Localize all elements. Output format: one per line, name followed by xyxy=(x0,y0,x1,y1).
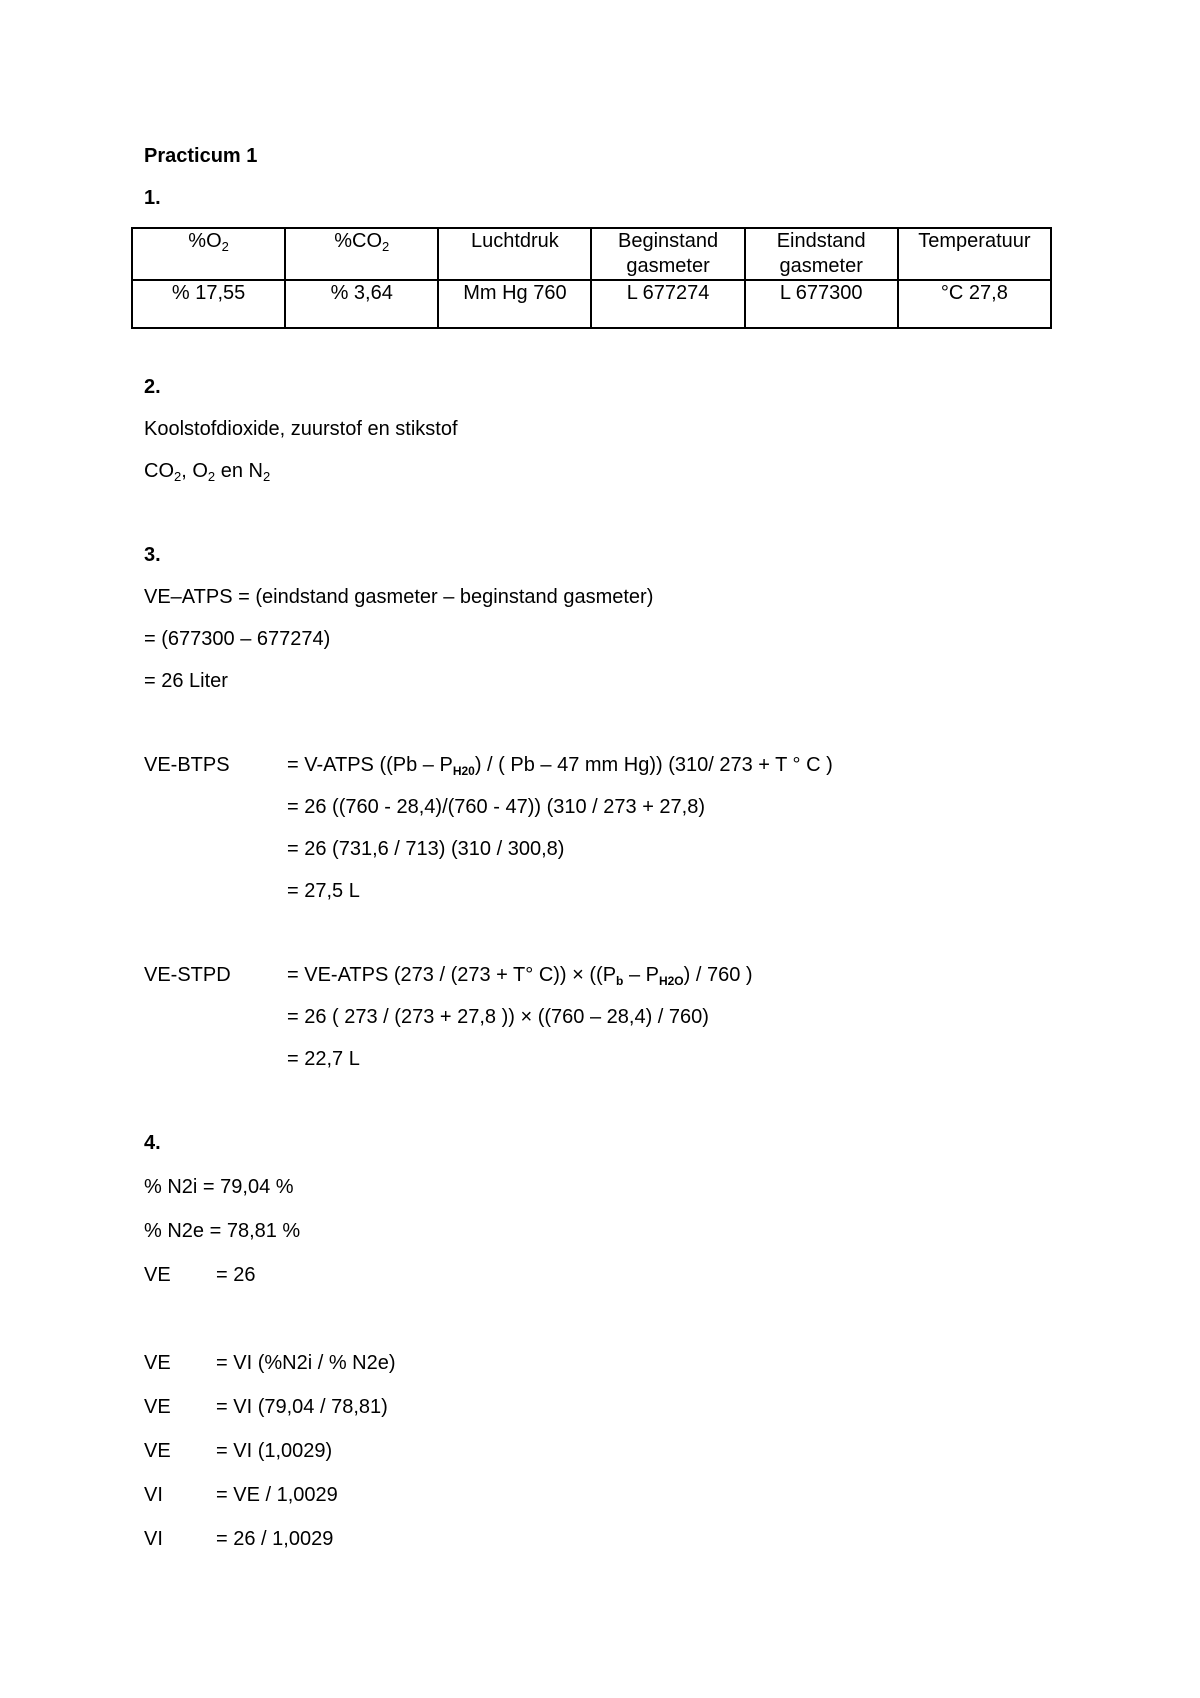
formula-co: CO xyxy=(144,460,174,482)
calc-row-2-label: VE xyxy=(144,1396,171,1418)
btps-label: VE-BTPS xyxy=(144,754,230,776)
section-4-number: 4. xyxy=(144,1132,161,1154)
formula-o-subscript: 2 xyxy=(207,469,216,484)
calc-row-3-label: VE xyxy=(144,1440,171,1462)
stpd-formula-b: – P xyxy=(623,964,659,986)
calc-row-5 xyxy=(144,1527,333,1551)
stpd-line-3: = 22,7 L xyxy=(287,1048,360,1070)
header-co2-subscript: 2 xyxy=(382,239,390,254)
btps-formula xyxy=(287,753,833,777)
header-o2 xyxy=(132,228,285,280)
calc-row-1-value: = VI (%N2i / % N2e) xyxy=(216,1352,396,1374)
header-o2-label: %O xyxy=(188,230,222,252)
stpd-formula-subscript-h2o: H2O xyxy=(658,974,684,988)
formula-n-subscript: 2 xyxy=(262,469,271,484)
atps-line-3: = 26 Liter xyxy=(144,670,228,692)
ve-given-label: VE xyxy=(144,1264,171,1286)
calc-row-4 xyxy=(144,1483,338,1507)
value-co2: % 3,64 xyxy=(285,280,438,328)
calc-row-3 xyxy=(144,1439,332,1463)
calc-row-1-label: VE xyxy=(144,1352,171,1374)
btps-formula-a: = V-ATPS ((Pb – P xyxy=(287,754,453,776)
header-beginstand: Beginstand gasmeter xyxy=(591,228,744,280)
calc-row-5-value: = 26 / 1,0029 xyxy=(216,1528,334,1550)
atps-line-1: VE–ATPS = (eindstand gasmeter – beginstand gasmeter) xyxy=(144,586,654,608)
section-2-formula xyxy=(144,459,270,483)
calc-row-3-value: = VI (1,0029) xyxy=(216,1440,333,1462)
calc-row-4-label: VI xyxy=(144,1484,163,1506)
header-eindstand: Eindstand gasmeter xyxy=(745,228,898,280)
formula-co-subscript: 2 xyxy=(174,469,182,484)
section-2-number: 2. xyxy=(144,376,161,398)
ve-given-line xyxy=(144,1263,255,1287)
stpd-formula-c: ) / 760 ) xyxy=(683,964,753,986)
calc-row-2 xyxy=(144,1395,388,1419)
calc-row-5-label: VI xyxy=(144,1528,163,1550)
btps-line-4: = 27,5 L xyxy=(287,880,360,902)
value-luchtdruk: Mm Hg 760 xyxy=(438,280,591,328)
n2i-line: % N2i = 79,04 % xyxy=(144,1176,294,1198)
stpd-formula xyxy=(287,963,753,987)
n2e-line: % N2e = 78,81 % xyxy=(144,1220,301,1242)
header-temperatuur: Temperatuur xyxy=(898,228,1051,280)
calc-row-1 xyxy=(144,1351,396,1375)
header-o2-subscript: 2 xyxy=(221,239,229,254)
measurements-table xyxy=(131,227,1052,329)
stpd-label: VE-STPD xyxy=(144,964,231,986)
atps-line-2: = (677300 – 677274) xyxy=(144,628,331,650)
header-co2 xyxy=(285,228,438,280)
value-beginstand: L 677274 xyxy=(591,280,744,328)
header-co2-label: %CO xyxy=(334,230,383,252)
header-luchtdruk: Luchtdruk xyxy=(438,228,591,280)
document-title: Practicum 1 xyxy=(144,145,258,167)
ve-given-value: = 26 xyxy=(216,1264,256,1286)
stpd-formula-a: = VE-ATPS (273 / (273 + T° C)) × ((P xyxy=(287,964,617,986)
value-eindstand: L 677300 xyxy=(745,280,898,328)
calc-row-2-value: = VI (79,04 / 78,81) xyxy=(216,1396,388,1418)
table-header-row xyxy=(132,228,1051,280)
formula-o: , O xyxy=(181,460,208,482)
section-1-number: 1. xyxy=(144,187,161,209)
stpd-formula-subscript-b: b xyxy=(616,974,624,988)
formula-n: en N xyxy=(215,460,263,482)
btps-line-3: = 26 (731,6 / 713) (310 / 300,8) xyxy=(287,838,565,860)
section-2-text: Koolstofdioxide, zuurstof en stikstof xyxy=(144,418,458,440)
btps-formula-b: ) / ( Pb – 47 mm Hg)) (310/ 273 + T ° C ) xyxy=(474,754,833,776)
btps-line-2: = 26 ((760 - 28,4)/(760 - 47)) (310 / 273 + 27,8) xyxy=(287,796,706,818)
value-temperatuur: °C 27,8 xyxy=(898,280,1051,328)
value-o2: % 17,55 xyxy=(132,280,285,328)
calc-row-4-value: = VE / 1,0029 xyxy=(216,1484,338,1506)
stpd-line-2: = 26 ( 273 / (273 + 27,8 )) × ((760 – 28,4) / 760) xyxy=(287,1006,709,1028)
section-3-number: 3. xyxy=(144,544,161,566)
table-value-row xyxy=(132,280,1051,328)
btps-formula-subscript: H20 xyxy=(452,764,475,778)
